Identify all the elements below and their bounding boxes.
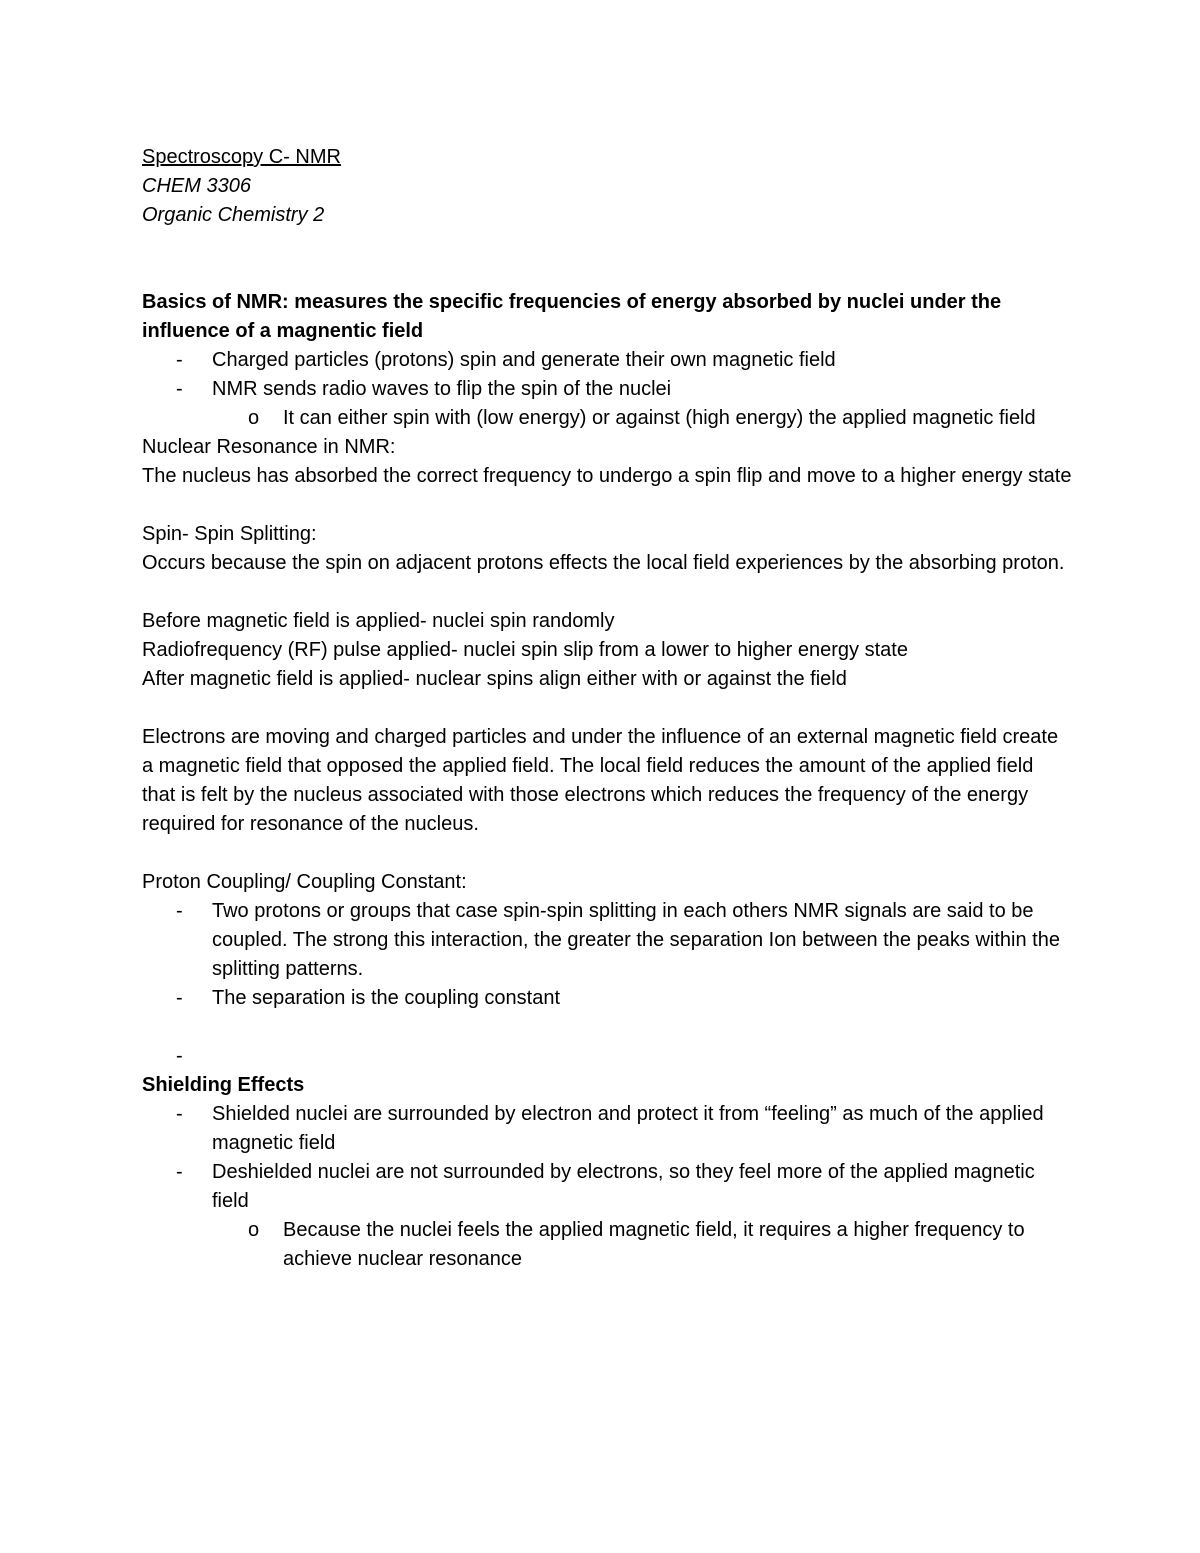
circle-marker: o <box>248 1219 260 1241</box>
dash-marker: - <box>176 987 183 1009</box>
dash-marker: - <box>176 349 183 371</box>
electrons-paragraph: Electrons are moving and charged particles and under the influence of an external magnetic field create a magnetic field that opposed the applied field. The local field reduces the amount of the applied field that is felt by the nucleus associated with those electrons which reduces the frequency of the energy required for resonance of the nucleus. <box>142 726 1059 835</box>
dash-marker: - <box>176 1045 183 1067</box>
list-item <box>142 375 1072 404</box>
list-item <box>142 984 1072 1013</box>
basics-bullet-2: NMR sends radio waves to flip the spin of the nuclei <box>212 378 672 400</box>
coupling-bullet-2: The separation is the coupling constant <box>212 987 560 1009</box>
basics-heading: Basics of NMR: measures the specific frequencies of energy absorbed by nuclei under the influence of a magnentic field <box>142 291 1002 342</box>
course-code: CHEM 3306 <box>142 175 251 197</box>
basics-sub-bullet: It can either spin with (low energy) or against (high energy) the applied magnetic field <box>283 407 1036 429</box>
empty-list-item <box>142 1042 1072 1071</box>
resonance-heading: Nuclear Resonance in NMR: <box>142 436 396 458</box>
dash-marker: - <box>176 1103 183 1125</box>
sub-list-item <box>142 1216 1072 1274</box>
document-title: Spectroscopy C- NMR <box>142 146 341 168</box>
shielding-sub-bullet: Because the nuclei feels the applied magnetic field, it requires a higher frequency to achieve nuclear resonance <box>283 1219 1025 1270</box>
dash-marker: - <box>176 900 183 922</box>
list-item <box>142 897 1072 984</box>
list-item <box>142 346 1072 375</box>
coupling-heading: Proton Coupling/ Coupling Constant: <box>142 871 467 893</box>
list-item <box>142 1100 1072 1158</box>
document-page <box>142 143 1072 1274</box>
splitting-text: Occurs because the spin on adjacent protons effects the local field experiences by the absorbing proton. <box>142 552 1065 574</box>
list-item <box>142 1158 1072 1216</box>
coupling-bullet-1: Two protons or groups that case spin-spin splitting in each others NMR signals are said to be coupled. The strong this interaction, the greater the separation Ion between the peaks within the splitting patterns. <box>212 900 1060 980</box>
course-subtitle: Organic Chemistry 2 <box>142 204 325 226</box>
shielding-bullet-1: Shielded nuclei are surrounded by electron and protect it from “feeling” as much of the applied magnetic field <box>212 1103 1044 1154</box>
shielding-heading: Shielding Effects <box>142 1074 305 1096</box>
resonance-text: The nucleus has absorbed the correct frequency to undergo a spin flip and move to a higher energy state <box>142 465 1072 487</box>
field-step-3: After magnetic field is applied- nuclear spins align either with or against the field <box>142 668 847 690</box>
field-step-1: Before magnetic field is applied- nuclei spin randomly <box>142 610 615 632</box>
field-step-2: Radiofrequency (RF) pulse applied- nuclei spin slip from a lower to higher energy state <box>142 639 908 661</box>
dash-marker: - <box>176 378 183 400</box>
basics-bullet-1: Charged particles (protons) spin and generate their own magnetic field <box>212 349 836 371</box>
splitting-heading: Spin- Spin Splitting: <box>142 523 317 545</box>
dash-marker: - <box>176 1161 183 1183</box>
sub-list-item <box>142 404 1072 433</box>
shielding-bullet-2: Deshielded nuclei are not surrounded by electrons, so they feel more of the applied magnetic field <box>212 1161 1035 1212</box>
circle-marker: o <box>248 407 260 429</box>
